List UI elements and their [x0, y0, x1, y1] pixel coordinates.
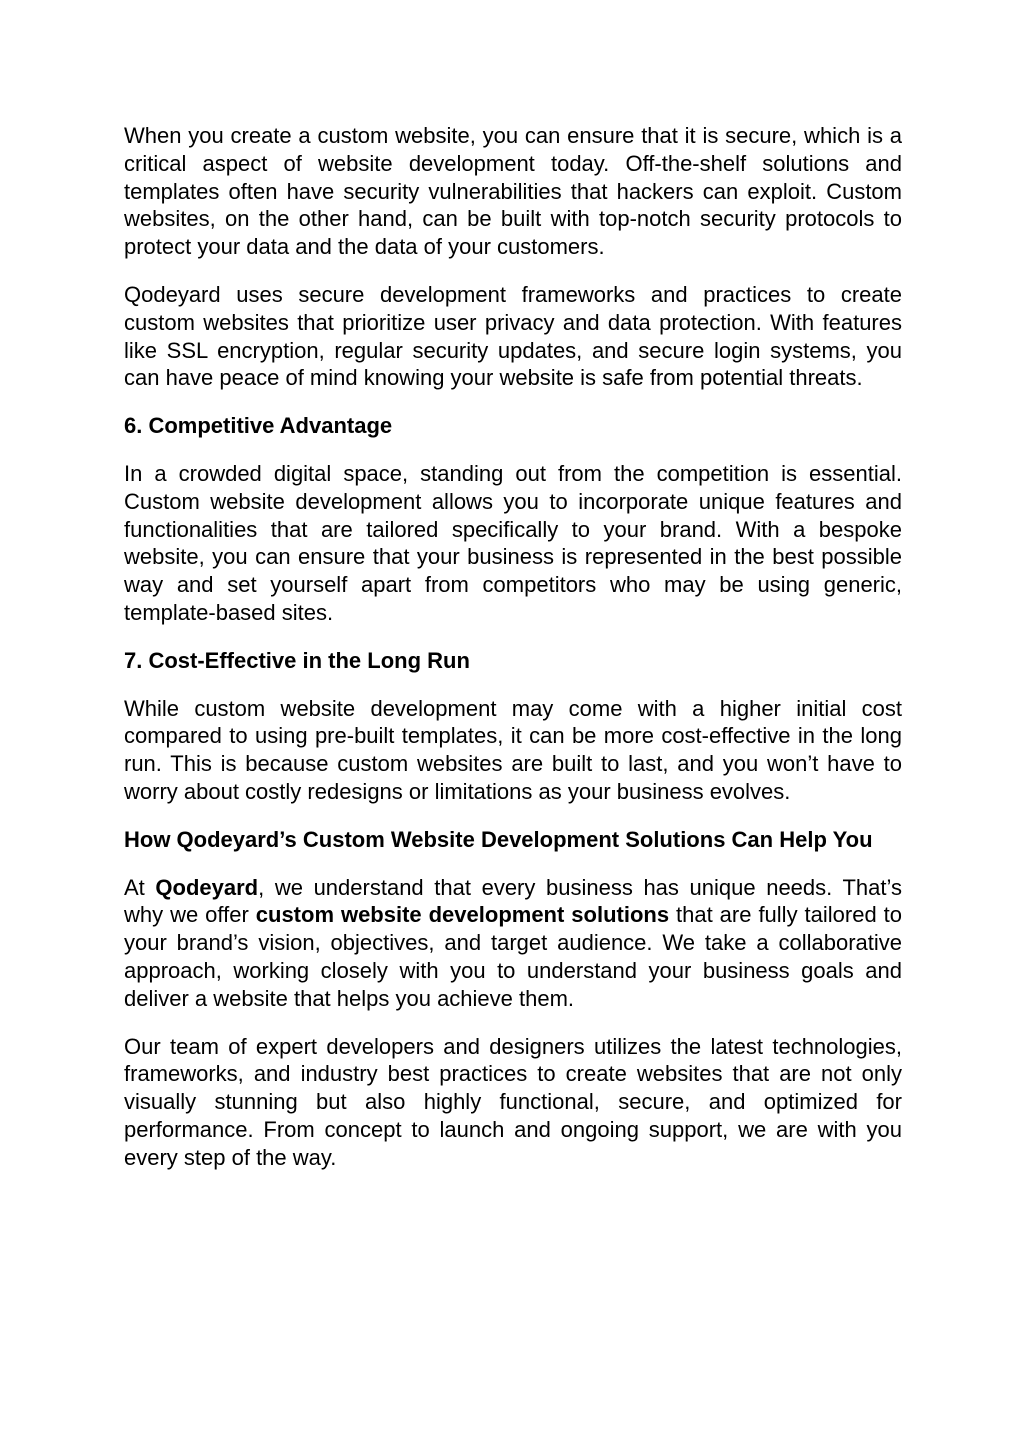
cost-effective-paragraph: While custom website development may come with a higher initial cost compared to using pre-built templates, it can be more cost-effective in the long run. This is because custom websites are built to last, and you won’t have to worry about costly redesigns or limitations as your business evolves. — [124, 695, 902, 804]
brand-name-bold: Qodeyard — [155, 874, 259, 900]
service-name-bold: custom website development solutions — [255, 902, 670, 928]
competitive-advantage-paragraph: In a crowded digital space, standing out from the competition is essential. Custom website development allows you to incorporate unique features and functionalities that are tailored specifically to your brand. With a bespoke website, you can ensure that your business is represented in the best possible way and set yourself apart from competitors who may be using generic, template-based sites. — [124, 460, 902, 625]
team-paragraph: Our team of expert developers and designers utilizes the latest technologies, frameworks, and industry best practices to create websites that are not only visually stunning but also highly functional, secure, and optimized for performance. From concept to launch and ongoing support, we are with you every step of the way. — [124, 1033, 902, 1170]
cost-effective-heading: 7. Cost-Effective in the Long Run — [124, 647, 470, 673]
competitive-advantage-heading: 6. Competitive Advantage — [124, 413, 393, 439]
text-segment: , we understand that every business has unique needs. That’s why we offer — [124, 874, 902, 928]
text-segment: At — [124, 874, 156, 900]
security-paragraph: When you create a custom website, you can ensure that it is secure, which is a critical aspect of website development today. Off-the-shelf solutions and templates often have security vulnerabilities that hackers can exploit. Custom websites, on the other hand, can be built with top-notch security protocols to protect your data and the data of your customers. — [124, 123, 902, 260]
text-segment: that are fully tailored to your brand’s vision, objectives, and target audience. We take a collaborative approach, working closely with you to understand your business goals and deliver a website that helps you achieve them. — [124, 902, 902, 1011]
qodeyard-solutions-paragraph — [124, 874, 902, 1013]
document-page — [124, 122, 902, 1192]
qodeyard-security-paragraph: Qodeyard uses secure development frameworks and practices to create custom websites that prioritize user privacy and data protection. With features like SSL encryption, regular security updates, and secure login systems, you can have peace of mind knowing your website is safe from potential threats. — [124, 281, 902, 391]
how-qodeyard-helps-heading: How Qodeyard’s Custom Website Development Solutions Can Help You — [124, 826, 873, 852]
